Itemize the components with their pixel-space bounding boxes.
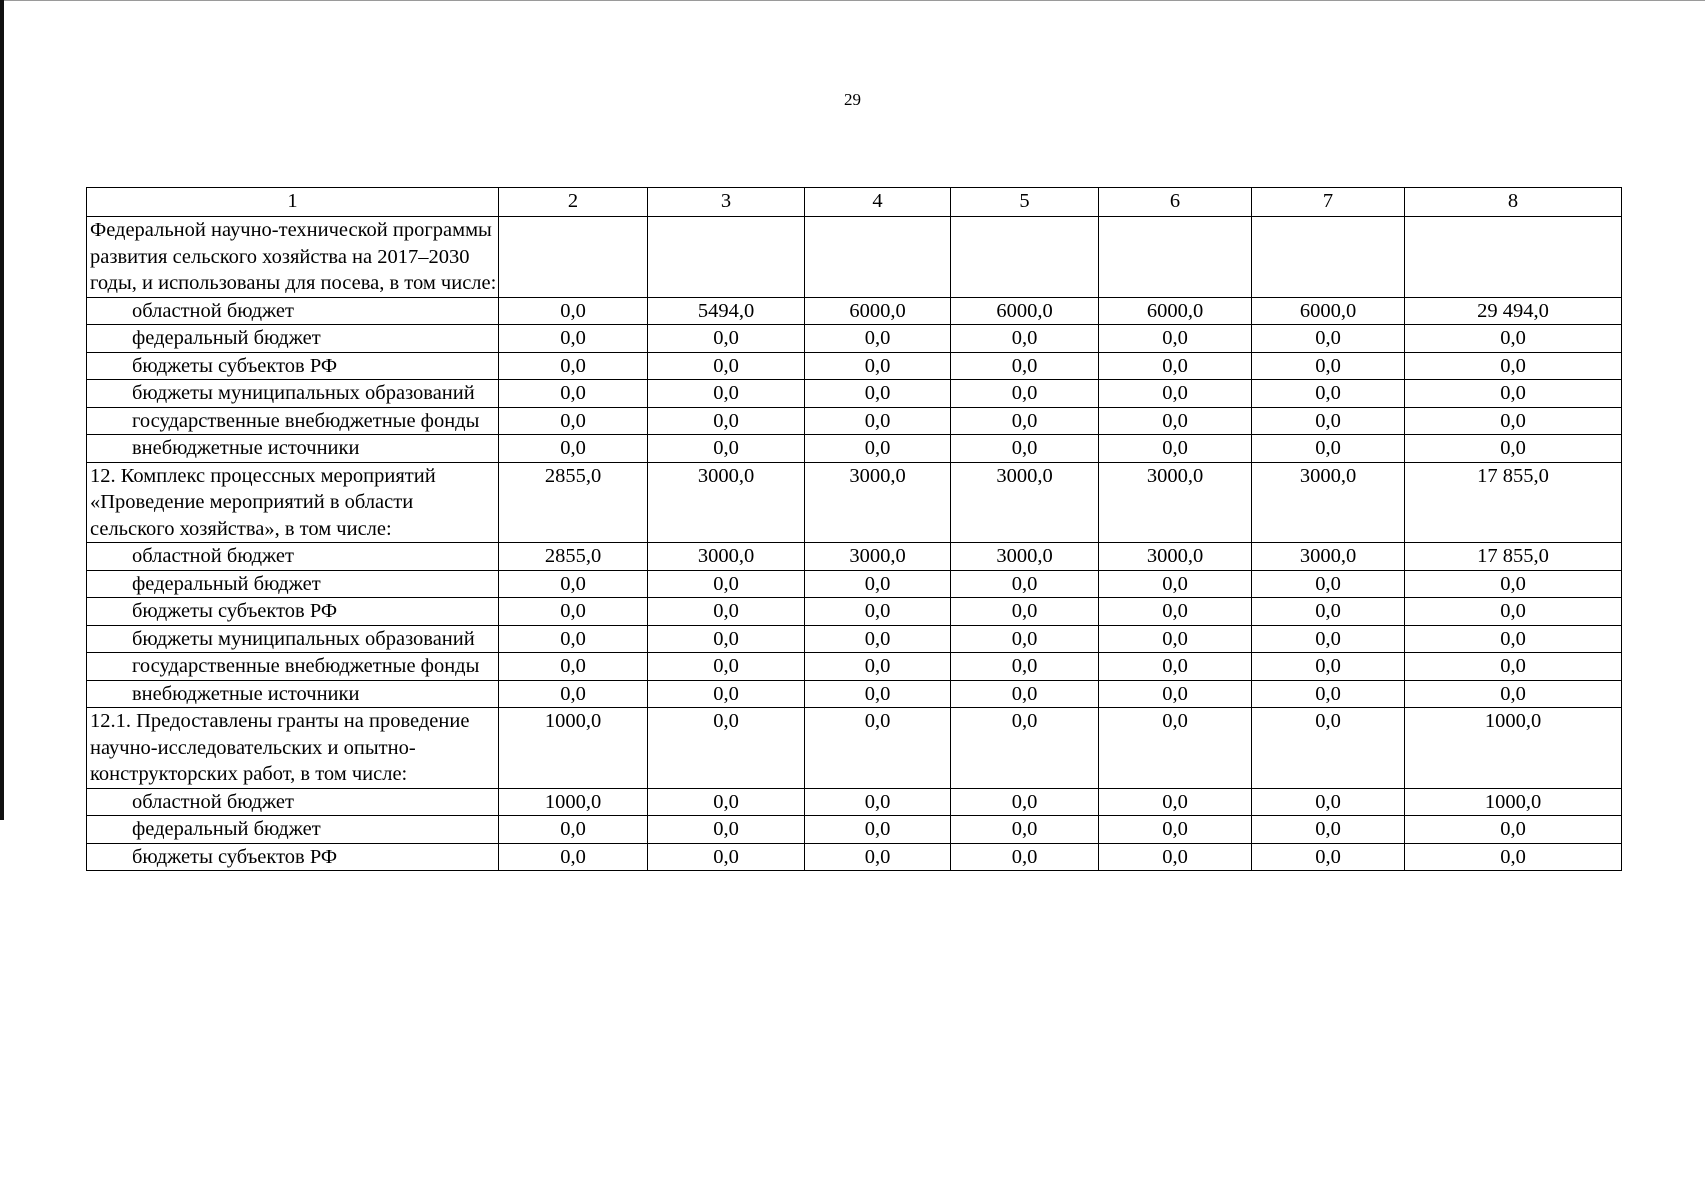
value-cell: 0,0 <box>1099 435 1252 463</box>
value-cell: 3000,0 <box>951 543 1099 571</box>
row-label: государственные внебюджетные фонды <box>132 655 480 677</box>
value-cell <box>951 217 1099 298</box>
value-cell: 0,0 <box>951 570 1099 598</box>
value-cell: 0,0 <box>805 788 951 816</box>
value-cell: 0,0 <box>1252 816 1405 844</box>
value-cell: 3000,0 <box>1099 543 1252 571</box>
header-cell: 6 <box>1099 188 1252 217</box>
scan-edge-left <box>0 0 4 820</box>
value-cell: 0,0 <box>1252 680 1405 708</box>
table-row <box>87 598 1622 626</box>
row-label: бюджеты муниципальных образований <box>132 627 475 650</box>
value-cell: 0,0 <box>1099 653 1252 681</box>
table-row <box>87 625 1622 653</box>
row-label-cell <box>87 352 499 380</box>
budget-table <box>86 187 1622 871</box>
value-cell: 3000,0 <box>1099 462 1252 543</box>
value-cell: 0,0 <box>499 325 648 353</box>
value-cell: 0,0 <box>805 625 951 653</box>
value-cell: 0,0 <box>1099 843 1252 871</box>
value-cell: 0,0 <box>1099 680 1252 708</box>
value-cell: 0,0 <box>805 598 951 626</box>
value-cell: 0,0 <box>1252 653 1405 681</box>
value-cell: 29 494,0 <box>1405 297 1622 325</box>
value-cell: 0,0 <box>499 352 648 380</box>
value-cell <box>1405 217 1622 298</box>
value-cell: 3000,0 <box>805 543 951 571</box>
value-cell: 0,0 <box>951 625 1099 653</box>
table-row <box>87 462 1622 543</box>
value-cell: 0,0 <box>1252 380 1405 408</box>
value-cell: 3000,0 <box>648 543 805 571</box>
value-cell: 0,0 <box>499 297 648 325</box>
value-cell: 0,0 <box>648 325 805 353</box>
value-cell: 0,0 <box>805 843 951 871</box>
value-cell: 0,0 <box>951 680 1099 708</box>
value-cell: 0,0 <box>1405 625 1622 653</box>
value-cell: 0,0 <box>951 352 1099 380</box>
value-cell <box>499 217 648 298</box>
value-cell: 0,0 <box>805 407 951 435</box>
value-cell: 0,0 <box>1252 843 1405 871</box>
row-label-cell <box>87 708 499 789</box>
table-row <box>87 788 1622 816</box>
value-cell: 0,0 <box>951 325 1099 353</box>
row-label-cell <box>87 325 499 353</box>
table-header-row <box>87 188 1622 217</box>
value-cell: 0,0 <box>1099 625 1252 653</box>
value-cell: 0,0 <box>648 570 805 598</box>
header-cell: 1 <box>87 188 499 217</box>
value-cell: 2855,0 <box>499 543 648 571</box>
row-label-cell <box>87 843 499 871</box>
value-cell: 0,0 <box>1252 325 1405 353</box>
row-label: 12. Комплекс процессных мероприятий «Проведение мероприятий в области сельского хозяйства», в том числе: <box>90 464 436 540</box>
row-label-cell <box>87 297 499 325</box>
table-row <box>87 543 1622 571</box>
table-row <box>87 325 1622 353</box>
row-label-cell <box>87 543 499 571</box>
row-label: Федеральной научно-технической программы развития сельского хозяйства на 2017–2030 годы, и использованы для посева, в том числе: <box>90 219 497 294</box>
value-cell: 3000,0 <box>1252 543 1405 571</box>
value-cell: 0,0 <box>499 407 648 435</box>
value-cell: 0,0 <box>648 653 805 681</box>
value-cell: 0,0 <box>1099 708 1252 789</box>
table-row <box>87 380 1622 408</box>
value-cell: 0,0 <box>805 570 951 598</box>
value-cell: 0,0 <box>805 816 951 844</box>
value-cell: 0,0 <box>1252 407 1405 435</box>
row-label: 12.1. Предоставлены гранты на проведение научно-исследовательских и опытно-конструкторских работ, в том числе: <box>90 710 470 785</box>
header-cell: 8 <box>1405 188 1622 217</box>
value-cell: 17 855,0 <box>1405 543 1622 571</box>
value-cell: 0,0 <box>805 680 951 708</box>
table-row <box>87 653 1622 681</box>
value-cell: 1000,0 <box>1405 708 1622 789</box>
row-label: федеральный бюджет <box>132 818 321 840</box>
table-row <box>87 816 1622 844</box>
value-cell: 0,0 <box>951 380 1099 408</box>
row-label: федеральный бюджет <box>132 327 321 349</box>
table-body <box>87 188 1622 871</box>
value-cell: 0,0 <box>648 435 805 463</box>
value-cell: 0,0 <box>1099 380 1252 408</box>
row-label-cell <box>87 653 499 681</box>
value-cell: 0,0 <box>1252 788 1405 816</box>
header-cell: 2 <box>499 188 648 217</box>
value-cell: 0,0 <box>499 653 648 681</box>
row-label: бюджеты субъектов РФ <box>132 354 338 377</box>
value-cell: 0,0 <box>1405 598 1622 626</box>
value-cell: 0,0 <box>1252 435 1405 463</box>
row-label-cell <box>87 788 499 816</box>
value-cell: 0,0 <box>951 653 1099 681</box>
value-cell: 2855,0 <box>499 462 648 543</box>
value-cell: 0,0 <box>648 843 805 871</box>
value-cell: 0,0 <box>1405 352 1622 380</box>
row-label-cell <box>87 570 499 598</box>
value-cell: 0,0 <box>951 435 1099 463</box>
value-cell <box>1252 217 1405 298</box>
value-cell: 0,0 <box>951 407 1099 435</box>
value-cell: 0,0 <box>951 598 1099 626</box>
value-cell: 0,0 <box>1252 708 1405 789</box>
value-cell: 0,0 <box>1405 325 1622 353</box>
table-row <box>87 297 1622 325</box>
table-row <box>87 435 1622 463</box>
row-label: государственные внебюджетные фонды <box>132 409 480 432</box>
value-cell: 0,0 <box>1252 598 1405 626</box>
row-label: бюджеты субъектов РФ <box>132 600 338 622</box>
row-label: областной бюджет <box>132 790 294 813</box>
row-label-cell <box>87 625 499 653</box>
value-cell: 0,0 <box>951 708 1099 789</box>
table-row <box>87 407 1622 435</box>
scan-edge-top <box>0 0 1705 4</box>
row-label-cell <box>87 435 499 463</box>
row-label: областной бюджет <box>132 299 294 322</box>
value-cell: 17 855,0 <box>1405 462 1622 543</box>
value-cell: 6000,0 <box>1099 297 1252 325</box>
header-cell: 3 <box>648 188 805 217</box>
value-cell: 0,0 <box>1405 435 1622 463</box>
value-cell: 0,0 <box>1405 843 1622 871</box>
value-cell: 0,0 <box>1099 352 1252 380</box>
header-cell: 5 <box>951 188 1099 217</box>
value-cell: 1000,0 <box>1405 788 1622 816</box>
value-cell: 6000,0 <box>1252 297 1405 325</box>
value-cell: 0,0 <box>499 816 648 844</box>
row-label-cell <box>87 462 499 543</box>
value-cell: 0,0 <box>648 598 805 626</box>
value-cell: 0,0 <box>499 570 648 598</box>
value-cell: 0,0 <box>805 653 951 681</box>
row-label-cell <box>87 217 499 298</box>
value-cell: 0,0 <box>1405 570 1622 598</box>
row-label-cell <box>87 407 499 435</box>
value-cell: 0,0 <box>1405 816 1622 844</box>
row-label-cell <box>87 680 499 708</box>
value-cell: 3000,0 <box>648 462 805 543</box>
value-cell <box>805 217 951 298</box>
row-label-cell <box>87 816 499 844</box>
value-cell: 0,0 <box>805 325 951 353</box>
value-cell: 0,0 <box>648 625 805 653</box>
row-label-cell <box>87 380 499 408</box>
value-cell: 1000,0 <box>499 708 648 789</box>
value-cell: 0,0 <box>648 407 805 435</box>
value-cell: 0,0 <box>805 352 951 380</box>
table-row <box>87 843 1622 871</box>
value-cell: 0,0 <box>1252 352 1405 380</box>
value-cell: 0,0 <box>1099 407 1252 435</box>
value-cell: 0,0 <box>1099 598 1252 626</box>
value-cell: 6000,0 <box>951 297 1099 325</box>
value-cell: 0,0 <box>1405 380 1622 408</box>
value-cell: 0,0 <box>1099 816 1252 844</box>
row-label: бюджеты субъектов РФ <box>132 845 338 868</box>
value-cell: 0,0 <box>499 380 648 408</box>
row-label: федеральный бюджет <box>132 572 321 595</box>
value-cell: 0,0 <box>499 680 648 708</box>
header-cell: 7 <box>1252 188 1405 217</box>
value-cell: 0,0 <box>648 680 805 708</box>
value-cell: 0,0 <box>648 816 805 844</box>
value-cell: 0,0 <box>1405 653 1622 681</box>
row-label: бюджеты муниципальных образований <box>132 382 475 404</box>
value-cell: 0,0 <box>648 708 805 789</box>
header-cell: 4 <box>805 188 951 217</box>
value-cell <box>648 217 805 298</box>
value-cell: 0,0 <box>1252 625 1405 653</box>
value-cell: 0,0 <box>648 352 805 380</box>
value-cell: 0,0 <box>1405 680 1622 708</box>
value-cell: 0,0 <box>951 788 1099 816</box>
value-cell: 5494,0 <box>648 297 805 325</box>
value-cell: 0,0 <box>805 435 951 463</box>
table-row <box>87 352 1622 380</box>
value-cell: 3000,0 <box>1252 462 1405 543</box>
value-cell: 0,0 <box>1099 788 1252 816</box>
table-row <box>87 570 1622 598</box>
row-label: областной бюджет <box>132 545 294 567</box>
value-cell: 0,0 <box>1099 325 1252 353</box>
table-row <box>87 708 1622 789</box>
value-cell: 3000,0 <box>951 462 1099 543</box>
value-cell: 1000,0 <box>499 788 648 816</box>
value-cell: 0,0 <box>499 843 648 871</box>
page-number: 29 <box>844 90 861 109</box>
value-cell: 0,0 <box>951 843 1099 871</box>
value-cell: 0,0 <box>499 435 648 463</box>
value-cell: 0,0 <box>805 380 951 408</box>
row-label-cell <box>87 598 499 626</box>
value-cell: 0,0 <box>951 816 1099 844</box>
value-cell: 3000,0 <box>805 462 951 543</box>
row-label: внебюджетные источники <box>132 437 360 459</box>
value-cell: 0,0 <box>648 788 805 816</box>
value-cell: 0,0 <box>1405 407 1622 435</box>
value-cell: 0,0 <box>1252 570 1405 598</box>
table-row <box>87 680 1622 708</box>
table-row <box>87 217 1622 298</box>
value-cell: 0,0 <box>648 380 805 408</box>
value-cell: 0,0 <box>1099 570 1252 598</box>
value-cell: 0,0 <box>499 598 648 626</box>
value-cell: 0,0 <box>805 708 951 789</box>
value-cell: 6000,0 <box>805 297 951 325</box>
value-cell: 0,0 <box>499 625 648 653</box>
value-cell <box>1099 217 1252 298</box>
row-label: внебюджетные источники <box>132 682 360 705</box>
